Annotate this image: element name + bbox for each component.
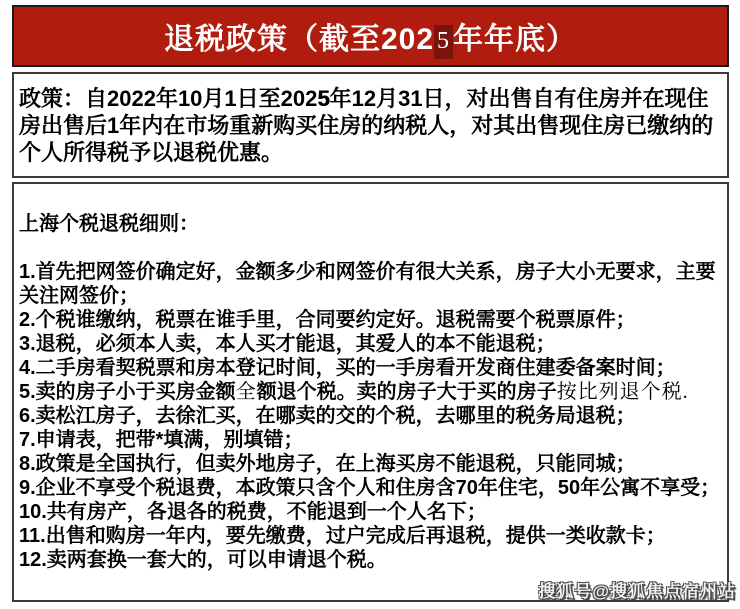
rules-item-text-run: 6.卖松江房子，去徐汇买，在哪卖的交的个税，去哪里的税务局退税； [19, 405, 636, 427]
rules-item-text-run: 2.个税谁缴纳，税票在谁手里，合同要约定好。退税需要个税票原件； [19, 309, 636, 331]
banner-year-highlight: 5 [434, 25, 453, 59]
rules-item-text-run: 1.首先把网签价确定好，金额多少和网签价有很大关系，房子大小无要求，主要关注网签价； [19, 261, 716, 307]
rules-item-text-run: 4.二手房看契税票和房本登记时间，买的一手房看开发商住建委备案时间； [19, 357, 676, 379]
rules-item-text-run: 10.共有房产，各退各的税费，不能退到一个人名下； [19, 501, 487, 523]
rules-item-text-run: 3.退税，必须本人卖，本人买才能退，其爱人的本不能退税； [19, 333, 556, 355]
rules-item [19, 428, 721, 452]
rules-item-text-run: 8.政策是全国执行，但卖外地房子，在上海买房不能退税，只能同城； [19, 453, 636, 475]
page-title [164, 14, 577, 58]
rules-item [19, 476, 721, 500]
policy-year-emphasis: 5 [317, 86, 330, 111]
rules-item-text-run: 11.出售和购房一年内，要先缴费，过户完成后再退税，提供一类收款卡； [19, 525, 666, 547]
rules-item-text-run: 9.企业不享受个税退费，本政策只含个人和住房含70年住宅，50年公寓不享受； [19, 477, 721, 499]
rules-item-text-run: 额退个税。卖的房子大于买的房子 [256, 381, 557, 403]
rules-item [19, 548, 721, 572]
policy-text [19, 85, 721, 166]
rules-item-serif-run: 按比列退个税. [556, 381, 689, 403]
rules-box [12, 182, 729, 602]
rules-item [19, 452, 721, 476]
rules-item [19, 332, 721, 356]
rules-item-text-run: 5.卖的房子小于买房金额 [19, 381, 236, 403]
policy-text-prefix: 政策：自2022年10月1日至202 [19, 86, 318, 111]
rules-item [19, 500, 721, 524]
page-title-suffix: 年年底） [453, 23, 578, 56]
rules-item-serif-run: 全 [235, 381, 257, 403]
rules-item [19, 380, 721, 404]
rules-item-text-run: 7.申请表，把带*填满，别填错； [19, 429, 304, 451]
rules-list [19, 260, 721, 572]
header-banner [12, 5, 729, 67]
rules-item [19, 308, 721, 332]
policy-text-suffix: 年12月31日，对出售自有住房并在现住房出售后1年内在市场重新购买住房的纳税人，对其出售现住房已缴纳的个人所得税予以退税优惠。 [19, 86, 714, 165]
rules-item-text-run: 12.卖两套换一套大的，可以申请退个税。 [19, 549, 387, 571]
policy-summary-box [12, 72, 729, 178]
watermark: 搜狐号@搜狐焦点宿州站 [538, 582, 736, 601]
rules-item [19, 524, 721, 548]
rules-title: 上海个税退税细则： [19, 213, 199, 235]
page-title-prefix: 退税政策（截至202 [163, 23, 435, 56]
rules-item [19, 260, 721, 308]
rules-item [19, 356, 721, 380]
rules-item [19, 404, 721, 428]
